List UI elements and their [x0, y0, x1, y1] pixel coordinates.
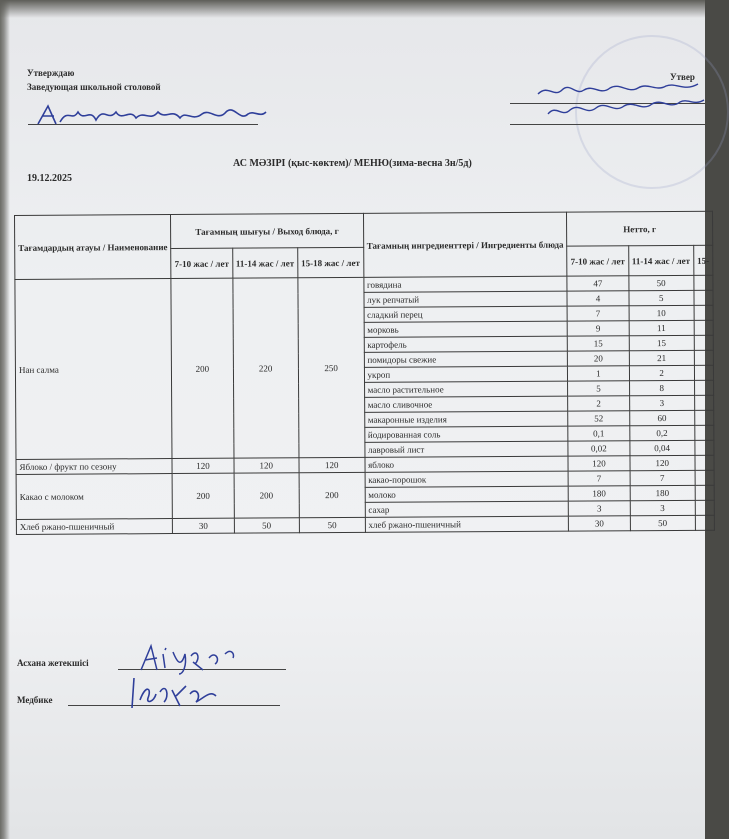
output-value: 50	[234, 518, 299, 533]
netto-15-18-value	[694, 305, 713, 320]
approve-left-line1: Утверждаю	[27, 68, 75, 78]
approve-left-signature	[34, 100, 274, 132]
netto-15-18-value	[694, 380, 713, 395]
netto-7-10-value: 7	[568, 471, 629, 486]
output-value: 120	[234, 458, 299, 473]
netto-7-10-value: 47	[567, 276, 628, 291]
output-value: 200	[234, 473, 300, 518]
netto-15-18-value	[695, 455, 714, 470]
netto-11-14-value: 8	[629, 380, 694, 395]
netto-15-18-value	[694, 365, 713, 380]
cook-signature	[135, 640, 265, 676]
ingredient-name: масло сливочное	[364, 396, 568, 412]
netto-15-18-value	[694, 350, 713, 365]
cook-label: Асхана жетекшісі	[17, 658, 89, 668]
output-value: 120	[299, 457, 365, 472]
netto-11-14-value: 3	[630, 500, 695, 515]
output-value: 200	[171, 278, 233, 458]
netto-15-18-value	[694, 395, 713, 410]
netto-7-10-value: 3	[569, 501, 630, 516]
netto-age-7-10: 7-10 жас / лет	[567, 246, 628, 276]
netto-7-10-value: 20	[568, 351, 629, 366]
col-netto-header: Нетто, г	[567, 211, 713, 246]
ingredient-name: яблоко	[365, 456, 569, 472]
output-value: 200	[172, 473, 234, 518]
ingredient-name: сладкий перец	[364, 306, 568, 322]
netto-11-14-value: 15	[629, 335, 694, 350]
netto-7-10-value: 0,02	[568, 441, 629, 456]
netto-15-18-value	[695, 410, 714, 425]
netto-11-14-value: 2	[629, 365, 694, 380]
netto-15-18-value	[694, 320, 713, 335]
netto-11-14-value: 5	[629, 290, 694, 305]
col-output-header: Тағамның шығуы / Выход блюда, г	[171, 213, 363, 248]
netto-11-14-value: 21	[629, 350, 694, 365]
dish-name: Нан салма	[15, 279, 172, 460]
menu-title: АС МӘЗІРІ (қыс-көктем)/ МЕНЮ(зима-весна 3н/5д)	[233, 158, 472, 169]
output-age-7-10: 7-10 жас / лет	[171, 248, 232, 278]
ingredient-name: макаронные изделия	[364, 411, 568, 427]
netto-7-10-value: 180	[568, 486, 629, 501]
approve-left-line2: Заведующая школьной столовой	[27, 82, 161, 92]
ingredient-name: картофель	[364, 336, 568, 352]
output-value: 50	[299, 517, 365, 532]
output-age-11-14: 11-14 жас / лет	[232, 248, 297, 278]
output-value: 200	[299, 472, 365, 517]
netto-15-18-value	[695, 515, 714, 530]
output-age-15-18: 15-18 жас / лет	[298, 247, 364, 277]
page-shadow-left	[0, 0, 10, 839]
ingredient-name: укроп	[364, 366, 568, 382]
ingredient-name: масло растительное	[364, 381, 568, 397]
netto-15-18-value	[695, 470, 714, 485]
netto-11-14-value: 50	[628, 275, 693, 290]
page-shadow-top	[0, 0, 705, 18]
netto-11-14-value: 0,04	[629, 440, 694, 455]
netto-11-14-value: 60	[629, 410, 694, 425]
ingredient-name: какао-порошок	[365, 471, 569, 487]
netto-11-14-value: 3	[629, 395, 694, 410]
netto-11-14-value: 180	[630, 485, 695, 500]
ingredient-name: помидоры свежие	[364, 351, 568, 367]
netto-15-18-value	[695, 500, 714, 515]
approve-right-line1: Утвер	[670, 72, 695, 82]
ingredient-name: лук репчатый	[364, 291, 568, 307]
col-dish-header: Тағамдардың атауы / Наименование	[15, 215, 172, 280]
netto-7-10-value: 5	[568, 381, 629, 396]
netto-age-15-18: 15-	[693, 245, 712, 275]
dish-name: Какао с молоком	[16, 474, 173, 520]
netto-15-18-value	[695, 425, 714, 440]
dish-name: Хлеб ржано-пшеничный	[16, 519, 172, 535]
netto-7-10-value: 1	[568, 366, 629, 381]
netto-7-10-value: 30	[569, 516, 630, 531]
table-row	[16, 515, 714, 534]
ingredient-name: говядина	[363, 276, 567, 292]
netto-7-10-value: 2	[568, 396, 629, 411]
netto-15-18-value	[695, 440, 714, 455]
netto-7-10-value: 0,1	[568, 426, 629, 441]
netto-7-10-value: 9	[567, 321, 628, 336]
menu-date: 19.12.2025	[27, 173, 72, 184]
nurse-label: Медбике	[17, 695, 53, 705]
netto-15-18-value	[694, 290, 713, 305]
netto-7-10-value: 52	[568, 411, 629, 426]
approve-right-signature	[528, 80, 708, 126]
netto-15-18-value	[695, 485, 714, 500]
output-value: 250	[298, 277, 365, 457]
output-value: 120	[172, 458, 233, 473]
netto-11-14-value: 0,2	[629, 425, 694, 440]
output-value: 220	[232, 278, 298, 458]
netto-7-10-value: 15	[568, 336, 629, 351]
ingredient-name: хлеб ржано-пшеничный	[365, 516, 569, 532]
netto-7-10-value: 4	[567, 291, 628, 306]
ingredient-name: йодированная соль	[364, 426, 568, 442]
table-header-row	[15, 211, 713, 249]
netto-11-14-value: 7	[630, 470, 695, 485]
nurse-signature	[120, 672, 230, 712]
ingredient-name: сахар	[365, 501, 569, 517]
netto-age-11-14: 11-14 жас / лет	[628, 245, 693, 275]
netto-15-18-value	[694, 335, 713, 350]
dish-name: Яблоко / фрукт по сезону	[16, 459, 172, 475]
ingredient-name: лавровый лист	[364, 441, 568, 457]
netto-7-10-value: 120	[568, 456, 629, 471]
netto-11-14-value: 120	[630, 455, 695, 470]
netto-11-14-value: 11	[629, 320, 694, 335]
col-ingredients-header: Тағамның ингредиенттері / Ингредиенты блюда	[363, 212, 567, 277]
netto-7-10-value: 7	[567, 306, 628, 321]
netto-11-14-value: 10	[629, 305, 694, 320]
ingredient-name: молоко	[365, 486, 569, 502]
netto-15-18-value	[694, 275, 713, 290]
netto-11-14-value: 50	[630, 515, 695, 530]
ingredient-name: морковь	[364, 321, 568, 337]
output-value: 30	[173, 518, 234, 533]
menu-table	[14, 211, 715, 535]
